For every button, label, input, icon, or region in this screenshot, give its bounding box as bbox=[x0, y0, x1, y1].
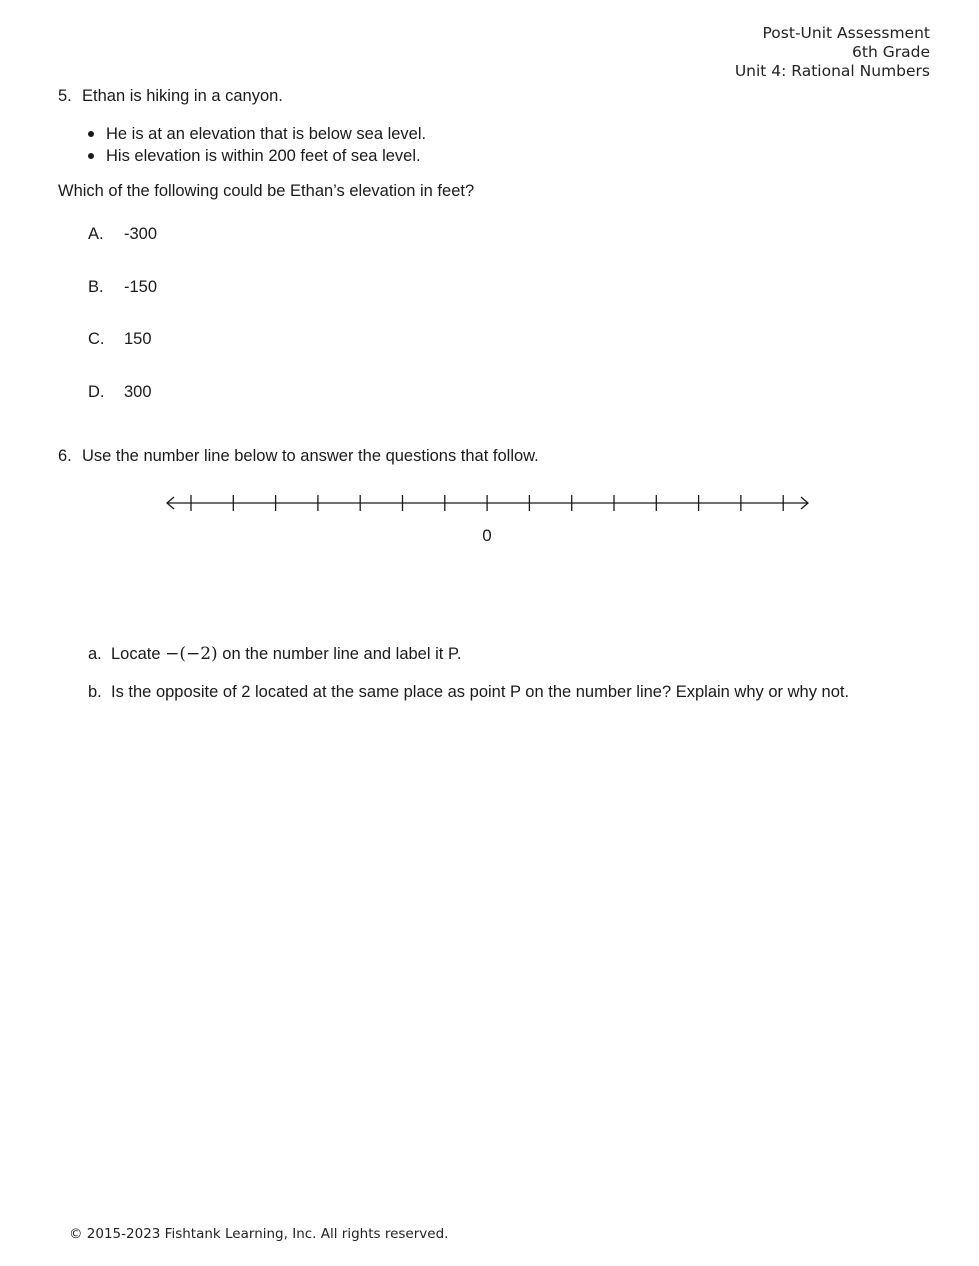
question-5-question: Which of the following could be Ethan’s elevation in feet? bbox=[58, 182, 475, 200]
question-6-part-a: a. Locate −(−2) on the number line and label it P. bbox=[88, 644, 462, 664]
header-unit: Unit 4: Rational Numbers bbox=[734, 62, 930, 80]
header-assessment-title: Post-Unit Assessment bbox=[762, 24, 930, 42]
header-grade: 6th Grade bbox=[852, 43, 930, 61]
part-b-letter: b. bbox=[88, 683, 102, 701]
choice-d-letter: D. bbox=[88, 383, 105, 401]
copyright-footer: © 2015-2023 Fishtank Learning, Inc. All rights reserved. bbox=[69, 1226, 449, 1242]
choice-a-value: -300 bbox=[124, 225, 158, 243]
list-item: He is at an elevation that is below sea level. bbox=[88, 123, 426, 145]
choice-b-value: -150 bbox=[124, 278, 158, 296]
choice-c-value: 150 bbox=[124, 330, 152, 348]
list-item: His elevation is within 200 feet of sea level. bbox=[88, 145, 426, 167]
question-6-part-b bbox=[88, 683, 849, 702]
part-a-letter: a. bbox=[88, 645, 102, 663]
choice-b-letter: B. bbox=[88, 278, 104, 296]
choice-a-letter: A. bbox=[88, 225, 104, 243]
question-5-text: Ethan is hiking in a canyon. bbox=[82, 87, 283, 105]
question-5-number: 5. bbox=[58, 87, 72, 105]
part-b-text: Is the opposite of 2 located at the same place as point P on the number line? Explain why or why not. bbox=[111, 683, 850, 701]
choice-c-letter: C. bbox=[88, 330, 105, 348]
question-6-number: 6. bbox=[58, 447, 72, 465]
question-6-text: Use the number line below to answer the questions that follow. bbox=[82, 447, 539, 465]
choice-d-value: 300 bbox=[124, 383, 152, 401]
number-line-zero-label: 0 bbox=[482, 526, 492, 545]
number-line[interactable] bbox=[0, 0, 979, 560]
part-a-math-expression: −(−2) bbox=[165, 644, 218, 664]
